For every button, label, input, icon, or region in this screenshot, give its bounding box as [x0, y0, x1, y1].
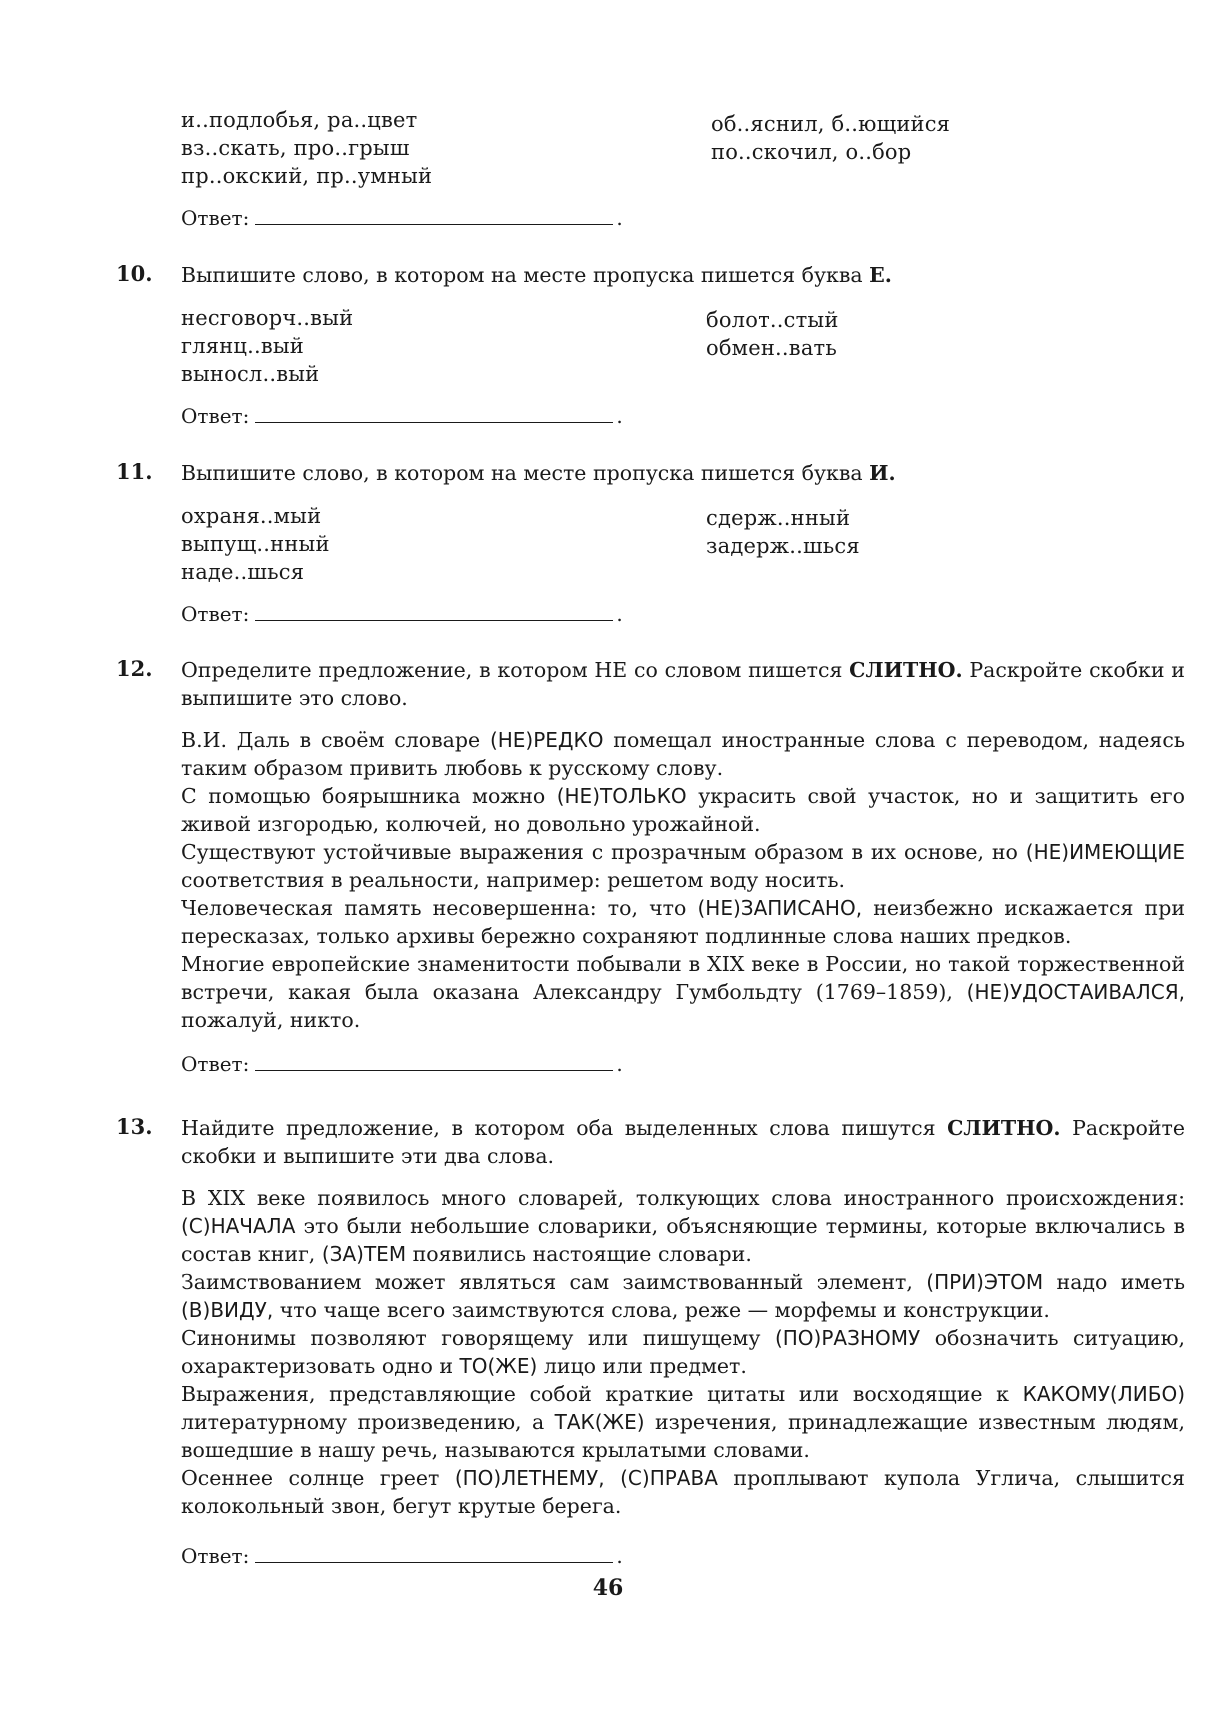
answer-label: Ответ: [181, 404, 250, 428]
q9-answer[interactable]: Ответ: . [181, 206, 623, 230]
q11-answer[interactable]: Ответ: . [181, 602, 623, 626]
q9-word-right-1: об..яснил, б..ющийся [711, 112, 951, 136]
answer-line[interactable] [255, 204, 613, 225]
q9-word-right-2: по..скочил, о..бор [711, 140, 912, 164]
answer-label: Ответ: [181, 1052, 250, 1076]
q13-prompt: Найдите предложение, в котором оба выделенных слова пишутся СЛИТНО. Раскройте скобки и выпишите эти два слова. [181, 1116, 1185, 1168]
highlighted-word: ТАК(ЖЕ) [554, 1410, 645, 1434]
q11-word-left-3: наде..шься [181, 560, 305, 584]
q11-prompt: Выпишите слово, в котором на месте пропуска пишется буква И. [181, 461, 896, 485]
q12-sentences [181, 726, 1185, 1034]
page-number: 46 [592, 1575, 624, 1601]
q10-word-left-2: глянц..вый [181, 334, 304, 358]
q12-sentence-1: В.И. Даль в своём словаре (НЕ)РЕДКО помещал иностранные слова с переводом, надеясь таким образом привить любовь к русскому слову. [181, 728, 1185, 780]
answer-line[interactable] [255, 600, 613, 621]
answer-label: Ответ: [181, 206, 250, 230]
q13-answer[interactable]: Ответ: . [181, 1544, 623, 1568]
q11-word-left-2: выпущ..нный [181, 532, 330, 556]
q12-sentence-2: С помощью боярышника можно (НЕ)ТОЛЬКО украсить свой участок, но и защитить его живой изгородью, колючей, но довольно урожайной. [181, 784, 1185, 836]
highlighted-word: (ПО)РАЗНОМУ [774, 1326, 921, 1350]
q10-answer[interactable]: Ответ: . [181, 404, 623, 428]
highlighted-word: (В)ВИДУ, [181, 1298, 274, 1322]
answer-line[interactable] [255, 1542, 613, 1563]
question-number: 12. [116, 656, 153, 681]
q12-sentence-4: Человеческая память несовершенна: то, что (НЕ)ЗАПИСАНО, неизбежно искажается при пересказах, только архивы бережно сохраняют подлинные слова наших предков. [181, 896, 1185, 948]
q13-sentence-2: Заимствованием может являться сам заимствованный элемент, (ПРИ)ЭТОМ надо иметь (В)ВИДУ, что чаще всего заимствуются слова, реже — морфемы и конструкции. [181, 1270, 1185, 1322]
highlighted-word: (НЕ)ИМЕЮЩИЕ [1025, 840, 1185, 864]
q10-word-left-3: выносл..вый [181, 362, 320, 386]
q10-word-right-1: болот..стый [706, 308, 839, 332]
highlighted-word: ТО(ЖЕ) [459, 1354, 538, 1378]
answer-line[interactable] [255, 402, 613, 423]
highlighted-word: (С)ПРАВА [620, 1466, 718, 1490]
q13-sentence-4: Выражения, представляющие собой краткие цитаты или восходящие к КАКОМУ(ЛИБО) литературному произведению, а ТАК(ЖЕ) изречения, принадлежащие известным людям, вошедшие в нашу речь, называются крылатыми словами. [181, 1382, 1185, 1462]
q10-word-right-2: обмен..вать [706, 336, 837, 360]
q11-word-left-1: охраня..мый [181, 504, 322, 528]
q13-sentences [181, 1184, 1185, 1520]
answer-line[interactable] [255, 1050, 613, 1071]
highlighted-word: (ПО)ЛЕТНЕМУ, [454, 1466, 605, 1490]
highlighted-word: (С)НАЧАЛА [181, 1214, 296, 1238]
q13-sentence-3: Синонимы позволяют говорящему или пишущему (ПО)РАЗНОМУ обозначить ситуацию, охарактеризовать одно и ТО(ЖЕ) лицо или предмет. [181, 1326, 1185, 1378]
q12-prompt: Определите предложение, в котором НЕ со словом пишется СЛИТНО. Раскройте скобки и выпишите это слово. [181, 658, 1185, 710]
q13-sentence-1: В XIX веке появилось много словарей, толкующих слова иностранного происхождения: (С)НАЧАЛА это были небольшие словарики, объясняющие термины, которые включались в состав книг, (ЗА)ТЕМ появились настоящие словари. [181, 1186, 1185, 1266]
highlighted-word: (НЕ)ТОЛЬКО [556, 784, 687, 808]
q12-sentence-3: Существуют устойчивые выражения с прозрачным образом в их основе, но (НЕ)ИМЕЮЩИЕ соответствия в реальности, например: решетом воду носить. [181, 840, 1185, 892]
answer-label: Ответ: [181, 1544, 250, 1568]
q10-prompt: Выпишите слово, в котором на месте пропуска пишется буква Е. [181, 263, 892, 287]
highlighted-word: КАКОМУ(ЛИБО) [1022, 1382, 1185, 1406]
question-number: 13. [116, 1114, 153, 1139]
q11-word-right-2: задерж..шься [706, 534, 860, 558]
highlighted-word: (ПРИ)ЭТОМ [926, 1270, 1044, 1294]
highlighted-word: (НЕ)УДОСТАИВАЛСЯ, [966, 980, 1185, 1004]
q13-sentence-5: Осеннее солнце греет (ПО)ЛЕТНЕМУ, (С)ПРАВА проплывают купола Углича, слышится колокольный звон, бегут крутые берега. [181, 1466, 1185, 1518]
highlighted-word: (НЕ)РЕДКО [489, 728, 604, 752]
q12-sentence-5: Многие европейские знаменитости побывали в XIX веке в России, но такой торжественной встречи, какая была оказана Александру Гумбольдту (1769–1859), (НЕ)УДОСТАИВАЛСЯ, пожалуй, никто. [181, 952, 1185, 1032]
highlighted-word: (НЕ)ЗАПИСАНО, [697, 896, 863, 920]
answer-label: Ответ: [181, 602, 250, 626]
highlighted-word: (ЗА)ТЕМ [321, 1242, 407, 1266]
question-number: 10. [116, 261, 153, 286]
q9-word-left-3: пр..окский, пр..умный [181, 164, 433, 188]
q10-word-left-1: несговорч..вый [181, 306, 354, 330]
question-number: 11. [116, 459, 153, 484]
q9-word-left-1: и..подлобья, ра..цвет [181, 108, 418, 132]
q11-word-right-1: сдерж..нный [706, 506, 851, 530]
q9-word-left-2: вз..скать, про..грыш [181, 136, 410, 160]
q12-answer[interactable]: Ответ: . [181, 1052, 623, 1076]
